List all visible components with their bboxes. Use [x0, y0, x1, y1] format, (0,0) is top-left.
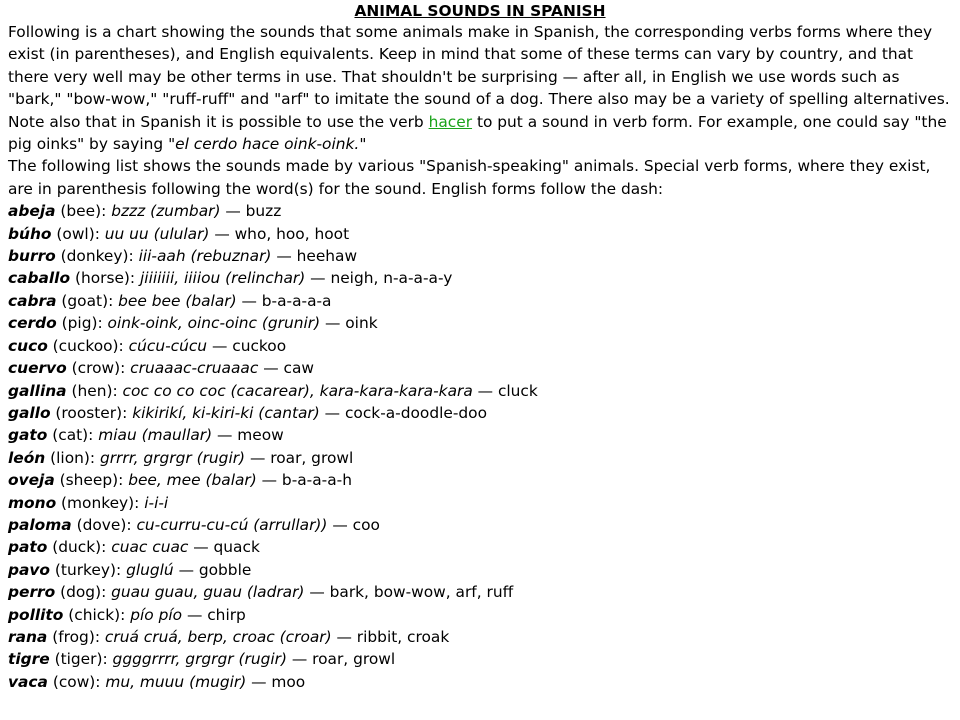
list-item	[8, 402, 952, 424]
animal-word: pollito	[8, 605, 64, 624]
animal-english: — buzz	[220, 202, 282, 221]
list-item	[8, 335, 952, 357]
animal-english: — oink	[320, 314, 378, 333]
animal-sound: mu, muuu (mugir)	[105, 672, 247, 691]
animal-gloss: (chick):	[63, 605, 131, 624]
note-text-start: Note also that in Spanish it is possible to use the verb	[8, 112, 429, 131]
animal-sound: cruá cruá, berp, croac (croar)	[104, 627, 332, 646]
animal-sound: grrrr, grgrgr (rugir)	[99, 448, 246, 467]
animal-sound: iii-aah (rebuznar)	[138, 247, 272, 266]
animal-sound: cúcu-cúcu	[128, 336, 208, 355]
animal-english: — gobble	[173, 560, 252, 579]
animal-sound: cu-curru-cu-cú (arrullar))	[136, 515, 328, 534]
list-item	[8, 223, 952, 245]
animal-word: rana	[8, 627, 48, 646]
animal-english: — neigh, n-a-a-a-y	[305, 269, 453, 288]
animal-gloss: (crow):	[66, 359, 131, 378]
note-text-middle: to put a sound in verb form. For example, one could say "the pig oinks" by saying "	[8, 112, 947, 154]
animal-gloss: (duck):	[47, 538, 112, 557]
animal-sound: miau (maullar)	[98, 426, 213, 445]
list-item	[8, 447, 952, 469]
animal-sound: cuac cuac	[111, 538, 189, 557]
list-item	[8, 424, 952, 446]
hacer-link[interactable]: hacer	[428, 112, 473, 131]
animal-gloss: (owl):	[51, 224, 105, 243]
list-item	[8, 581, 952, 603]
animal-sound: bzzz (zumbar)	[111, 202, 221, 221]
animal-sound: ggggrrrr, grgrgr (rugir)	[112, 650, 287, 669]
animal-word: paloma	[8, 515, 72, 534]
list-item	[8, 559, 952, 581]
animal-english: — cuckoo	[207, 336, 287, 355]
animal-gloss: (tiger):	[49, 650, 113, 669]
animal-sound: oink-oink, oinc-oinc (grunir)	[107, 314, 321, 333]
note-text-end: "	[359, 135, 367, 154]
animal-sound: uu uu (ulular)	[104, 224, 210, 243]
list-item	[8, 357, 952, 379]
animal-english: — b-a-a-a-a	[236, 291, 332, 310]
animal-gloss: (pig):	[56, 314, 108, 333]
list-item	[8, 536, 952, 558]
animal-word: gallina	[8, 381, 67, 400]
list-item	[8, 604, 952, 626]
animal-sound: jiiiiiii, iiiiou (relinchar)	[140, 269, 306, 288]
animal-sound: gluglú	[126, 560, 174, 579]
animal-english: — moo	[246, 672, 306, 691]
animal-gloss: (hen):	[66, 381, 123, 400]
animal-english: — coo	[327, 515, 380, 534]
animal-gloss: (goat):	[56, 291, 119, 310]
animal-gloss: (cow):	[47, 672, 106, 691]
animal-word: abeja	[8, 202, 56, 221]
animal-gloss: (bee):	[55, 202, 112, 221]
animal-word: gallo	[8, 403, 51, 422]
animal-gloss: (donkey):	[55, 247, 139, 266]
animal-english: — chirp	[182, 605, 246, 624]
animal-sound: guau guau, guau (ladrar)	[111, 583, 305, 602]
list-item	[8, 671, 952, 693]
list-item	[8, 267, 952, 289]
animal-gloss: (cat):	[47, 426, 99, 445]
animal-english: — ribbit, croak	[331, 627, 450, 646]
animal-gloss: (turkey):	[50, 560, 127, 579]
animal-word: tigre	[8, 650, 50, 669]
animal-word: vaca	[8, 672, 48, 691]
animal-english: — b-a-a-a-h	[256, 471, 352, 490]
list-item	[8, 290, 952, 312]
animal-word: mono	[8, 493, 57, 512]
animal-word: cerdo	[8, 314, 57, 333]
animal-sound: coc co co coc (cacarear), kara-kara-kara-kara	[122, 381, 473, 400]
animal-gloss: (cuckoo):	[47, 336, 129, 355]
list-item	[8, 492, 952, 514]
animal-word: cuervo	[8, 359, 67, 378]
animal-english: — meow	[212, 426, 284, 445]
animal-sound: bee bee (balar)	[118, 291, 237, 310]
animal-word: cuco	[8, 336, 48, 355]
animal-sound: pío pío	[130, 605, 183, 624]
animal-gloss: (dog):	[55, 583, 112, 602]
animal-sound: bee, mee (balar)	[128, 471, 257, 490]
animal-word: pato	[8, 538, 48, 557]
animal-gloss: (dove):	[71, 515, 137, 534]
animal-english: — roar, growl	[286, 650, 396, 669]
animal-english: — cock-a-doodle-doo	[319, 403, 488, 422]
animal-sound-list	[8, 200, 952, 693]
animal-gloss: (lion):	[45, 448, 100, 467]
list-item	[8, 200, 952, 222]
list-intro-paragraph: The following list shows the sounds made by various "Spanish-speaking" animals. Special verb forms, where they exist, are in parenthesis following the word(s) for the sound. English forms follow the dash:	[8, 157, 931, 198]
note-paragraph	[8, 111, 952, 156]
animal-word: burro	[8, 247, 56, 266]
list-item	[8, 469, 952, 491]
animal-gloss: (sheep):	[54, 471, 129, 490]
animal-sound: i-i-i	[144, 493, 169, 512]
animal-gloss: (monkey):	[56, 493, 145, 512]
animal-word: pavo	[8, 560, 51, 579]
animal-english: — who, hoo, hoot	[209, 224, 350, 243]
animal-sound: cruaaac-cruaaac	[130, 359, 259, 378]
animal-english: — bark, bow-wow, arf, ruff	[304, 583, 514, 602]
list-item	[8, 648, 952, 670]
animal-word: cabra	[8, 291, 57, 310]
animal-word: gato	[8, 426, 48, 445]
list-item	[8, 514, 952, 536]
list-item	[8, 626, 952, 648]
page-title: ANIMAL SOUNDS IN SPANISH	[354, 2, 606, 20]
animal-word: búho	[8, 224, 52, 243]
animal-gloss: (rooster):	[50, 403, 133, 422]
intro-paragraph: Following is a chart showing the sounds that some animals make in Spanish, the corresponding verbs forms where they exist (in parentheses), and English equivalents. Keep in mind that some of these terms can vary by country, and that there very well may be other terms in use. That shouldn't be surprising — after all, in English we use words such as "bark," "bow-wow," "ruff-ruff" and "arf" to imitate the sound of a dog. There also may be a variety of spelling alternatives.	[8, 23, 950, 109]
animal-word: león	[8, 448, 46, 467]
list-item	[8, 312, 952, 334]
animal-word: caballo	[8, 269, 71, 288]
list-item	[8, 245, 952, 267]
animal-gloss: (frog):	[47, 627, 105, 646]
note-example: el cerdo hace oink-oink.	[175, 135, 360, 154]
animal-english: — heehaw	[271, 247, 358, 266]
animal-english: — roar, growl	[245, 448, 354, 467]
animal-word: perro	[8, 583, 56, 602]
animal-english: — caw	[258, 359, 314, 378]
animal-word: oveja	[8, 471, 55, 490]
animal-english: — cluck	[472, 381, 538, 400]
animal-english: — quack	[188, 538, 260, 557]
animal-sound: kikirikí, ki-kiri-ki (cantar)	[132, 403, 320, 422]
animal-gloss: (horse):	[70, 269, 141, 288]
list-item	[8, 380, 952, 402]
